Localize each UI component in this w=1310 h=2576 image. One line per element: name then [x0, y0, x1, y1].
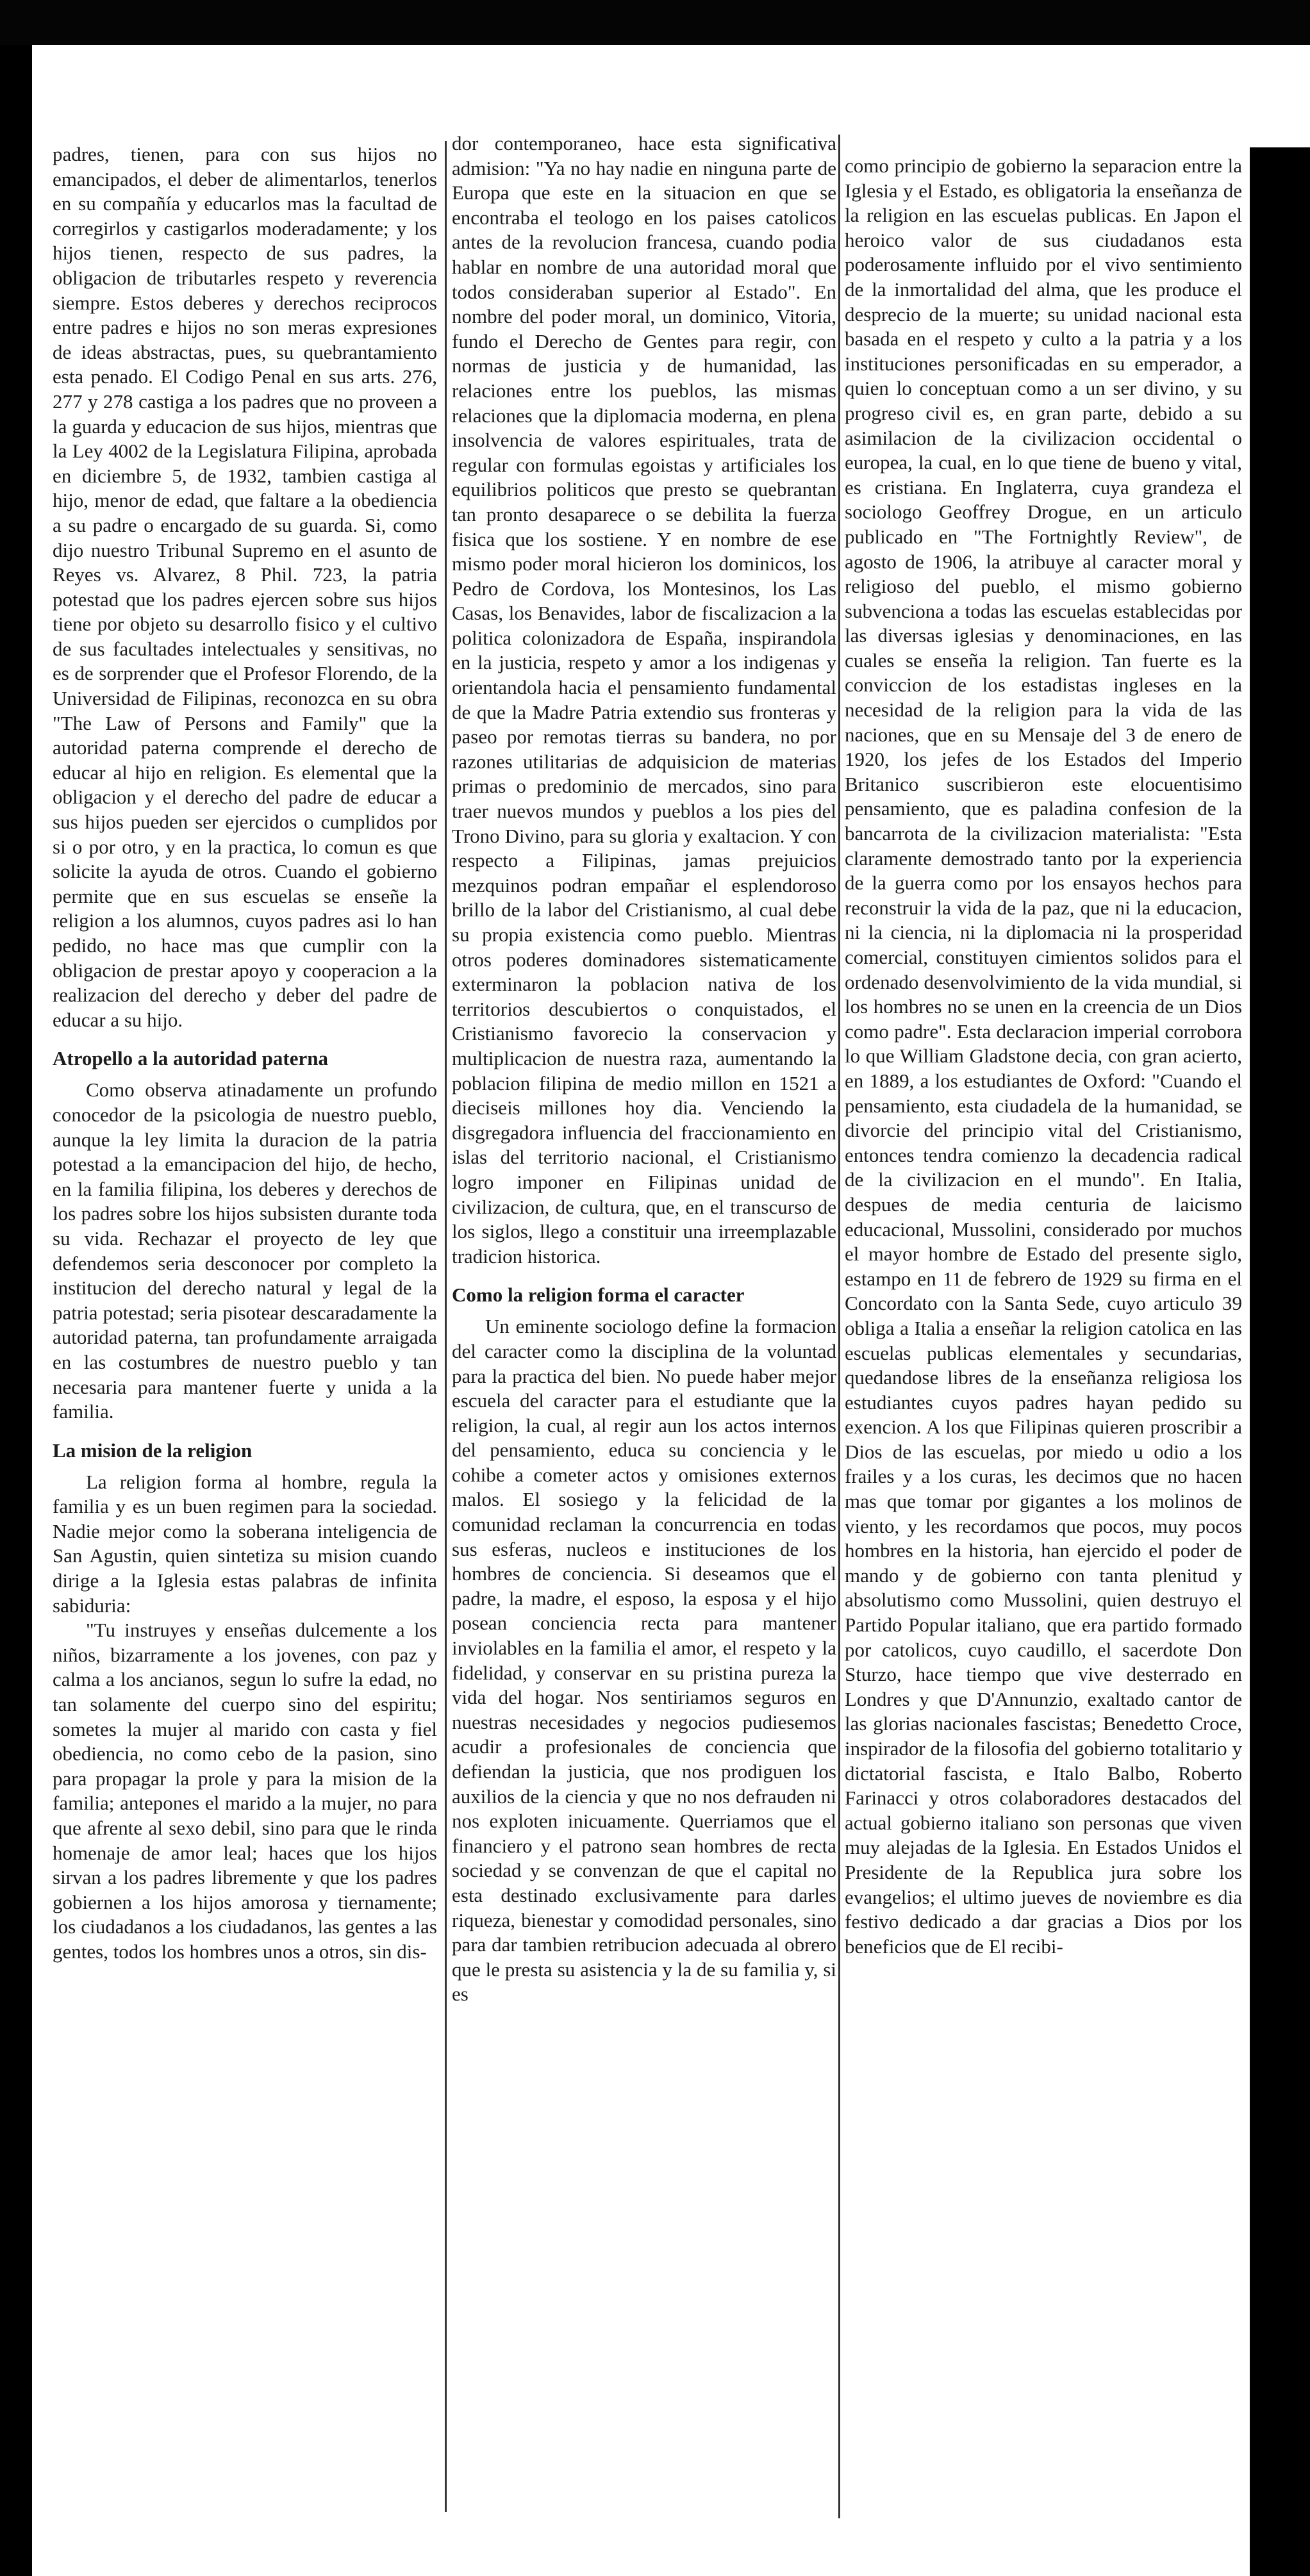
- article-column-3: [845, 154, 1242, 2518]
- column-divider-2: [838, 135, 840, 2518]
- column1-paragraph-4: "Tu instruyes y enseñas dulcemente a los niños, bizarramente a los jovenes, con paz y calma a los ancianos, segun lo sufre la edad, no tan solamente del cuerpo sino del espiritu; sometes la mujer al marido con casta y fiel obediencia, no como cebo de la pasion, sino para propagar la prole y para la mision de la familia; antepones el marido a la mujer, no para que afrente al sexo debil, sino para que le rinda homenaje de amor leal; haces que los hijos sirvan a los padres libremente y que los padres gobiernen a los hijos amorosa y tiernamente; los ciudadanos a los ciudadanos, las gentes a las gentes, todos los hombres unos a otros, sin dis-: [53, 1619, 437, 1963]
- column2-heading-caracter: Como la religion forma el caracter: [452, 1284, 745, 1307]
- scan-right-border: [1250, 147, 1310, 2576]
- column3-paragraph-1: como principio de gobierno la separacion entre la Iglesia y el Estado, es obligatoria la enseñanza de la religion en las escuelas publicas. En Japon el heroico valor de sus ciudadanos esta poderosamente influido por el vivo sentimiento de la inmortalidad del alma, que les produce el desprecio de la muerte; su unidad nacional esta basada en el respeto y culto a la patria y a los instituciones personificadas en su emperador, a quien lo conceptuan como a un ser divino, y su progreso civil es, en gran parte, debido a su asimilacion de la civilizacion occidental o europea, la cual, en lo que tiene de bueno y vital, es cristiana. En Inglaterra, cuya grandeza el sociologo Geoffrey Drogue, en un articulo publicado en "The Fortnightly Review", de agosto de 1906, la atribuye al caracter moral y religioso del pueblo, el mismo gobierno subvenciona a todas las escuelas establecidas por las diversas iglesias y denominaciones, en las cuales se enseña la religion. Tan fuerte es la conviccion de los estadistas ingleses en la necesidad de la religion para la vida de las naciones, que en su Mensaje del 3 de enero de 1920, los jefes de los Estados del Imperio Britanico suscribieron este elocuentisimo pensamiento, que es paladina confesion de la bancarrota de la civilizacion materialista: "Esta claramente demostrado tanto por la experiencia de la guerra como por los ensayos hechos para reconstruir la vida de la paz, que ni la educacion, ni la ciencia, ni la diplomacia ni la prosperidad comercial, constituyen cimientos solidos para el ordenado desenvolvimiento de la vida mundial, si los hombres no se unen en la creencia de un Dios como padre". Esta declaracion imperial corrobora lo que William Gladstone decia, con gran acierto, en 1889, a los estudiantes de Oxford: "Cuando el pensamiento, esta ciudadela de la humanidad, se divorcie del principio vital del Cristianismo, entonces tendra comienzo la decadencia radical de la civilizacion en el mundo". En Italia, despues de media centuria de laicismo educacional, Mussolini, considerado por muchos el mayor hombre de Estado del presente siglo, estampo en 11 de febrero de 1929 su firma en el Concordato con la Santa Sede, cuyo articulo 39 obliga a Italia a enseñar la religion catolica en las escuelas publicas elementales y secundarias, quedandose libres de la enseñanza religiosa los estudiantes cuyos padres hayan pedido su exencion. A los que Filipinas quieren proscribir a Dios de las escuelas, por miedo u odio a los frailes y a los curas, les decimos que no hacen mas que tomar por gigantes a los molinos de viento, y les recordamos que pocos, muy pocos hombres en la historia, han ejercido el poder de mando y de gobierno con tanta plenitud y absolutismo como Mussolini, quien destruyo el Partido Popular italiano, que era partido formado por catolicos, cuyo caudillo, el sacerdote Don Sturzo, hace tiempo que vive desterrado en Londres y que D'Annunzio, exaltado cantor de las glorias nacionales fascistas; Benedetto Croce, inspirador de la filosofia del gobierno totalitario y dictatorial fascista, e Italo Balbo, Roberto Farinacci y otros colaboradores destacados del actual gobierno italiano son personas que viven muy alejadas de la Iglesia. En Estados Unidos el Presidente de la Republica jura sobre los evangelios; el ultimo jueves de noviembre es dia festivo dedicado a dar gracias a Dios por los beneficios que de El recibi-: [845, 154, 1242, 1958]
- article-column-2: [452, 131, 836, 2518]
- article-column-1: [53, 142, 437, 2520]
- column-divider-1: [445, 141, 447, 2512]
- column1-paragraph-1: padres, tienen, para con sus hijos no emancipados, el deber de alimentarlos, tenerlos en su compañía y educarlos mas la facultad de corregirlos y castigarlos moderadamente; y los hijos tienen, respecto de sus padres, la obligacion de tributarles respeto y reverencia siempre. Estos deberes y derechos reciprocos entre padres e hijos no son meras expresiones de ideas abstractas, pues, su quebrantamiento esta penado. El Codigo Penal en sus arts. 276, 277 y 278 castiga a los padres que no proveen a la guarda y educacion de sus hijos, mientras que la Ley 4002 de la Legislatura Filipina, aprobada en diciembre 5, de 1932, tambien castiga al hijo, menor de edad, que faltare a la obediencia a su padre o encargado de su guarda. Si, como dijo nuestro Tribunal Supremo en el asunto de Reyes vs. Alvarez, 8 Phil. 723, la patria potestad que los padres ejercen sobre sus hijos tiene por objeto su desarrollo fisico y el cultivo de sus facultades intelectuales y sensitivas, no es de sorprender que el Profesor Florendo, de la Universidad de Filipinas, reconozca en su obra "The Law of Persons and Family" que la autoridad paterna comprende el derecho de educar al hijo en religion. Es elemental que la obligacion y el derecho del padre de educar a sus hijos pueden ser ejercidos o cumplidos por si o por otro, y en la practica, lo comun es que solicite la ayuda de otros. Cuando el gobierno permite que en sus escuelas se enseñe la religion a los alumnos, cuyos padres asi lo han pedido, no hace mas que cumplir con la obligacion de prestar apoyo y cooperacion a la realizacion del derecho y deber del padre de educar a su hijo.: [53, 143, 437, 1031]
- scan-left-border: [0, 45, 32, 2576]
- column1-paragraph-3: La religion forma al hombre, regula la familia y es un buen regimen para la sociedad. Nadie mejor como la soberana inteligencia de San Agustin, quien sintetiza su mision cuando dirige a la Iglesia estas palabras de infinita sabiduria:: [53, 1470, 437, 1617]
- column1-paragraph-2: Como observa atinadamente un profundo conocedor de la psicologia de nuestro pueblo, aunque la ley limita la duracion de la patria potestad a la emancipacion del hijo, de hecho, en la familia filipina, los deberes y derechos de los padres sobre los hijos subsisten durante toda su vida. Rechazar el proyecto de ley que defendemos seria desconocer por completo la institucion del derecho natural y legal de la patria potestad; seria pisotear descaradamente la autoridad paterna, tan profundamente arraigada en las costumbres de nuestro pueblo y tan necesaria para mantener fuerte y unida a la familia.: [53, 1078, 437, 1423]
- scan-top-border: [0, 0, 1310, 45]
- column2-paragraph-1: dor contemporaneo, hace esta significativa admision: "Ya no hay nadie en ninguna parte de Europa que este en la situacion en que se encontraba el teologo en los paises catolicos antes de la revolucion francesa, cuando podia hablar en nombre de una autoridad moral que todos consideraban superior al Estado". En nombre del poder moral, un dominico, Vitoria, fundo el Derecho de Gentes para regir, con normas de justicia y de humanidad, las relaciones entre los pueblos, las mismas relaciones que la diplomacia moderna, en plena insolvencia de valores espirituales, trata de regular con formulas egoistas y artificiales los equilibrios politicos que presto se quebrantan tan pronto desaparece o se debilita la fuerza fisica que los sostiene. Y en nombre de ese mismo poder moral hicieron los dominicos, los Pedro de Cordova, los Montesinos, los Las Casas, los Benavides, labor de fiscalizacion a la politica colonizadora de España, inspirandola en la justicia, respeto y amor a los indigenas y orientandola hacia el pensamiento fundamental de que la Madre Patria extendio sus fronteras y paseo por remotas tierras su bandera, no por razones utilitarias de adquisicion de materias primas o predominio de mercados, sino para traer nuevos mundos y pueblos a los pies del Trono Divino, para su gloria y exaltacion. Y con respecto a Filipinas, jamas prejuicios mezquinos podran empañar el esplendoroso brillo de la labor del Cristianismo, al cual debe su propia existencia como pueblo. Mientras otros poderes dominadores sistematicamente exterminaron la poblacion nativa de los territorios descubiertos o conquistados, el Cristianismo favorecio la conservacion y multiplicacion de nuestra raza, aumentando la poblacion filipina de medio millon en 1521 a dieciseis millones hoy dia. Venciendo la disgregadora influencia del fraccionamiento en islas del territorio nacional, el Cristianismo logro imponer en Filipinas unidad de civilizacion, de cultura, que, en el transcurso de los siglos, llego a constituir una irreemplazable tradicion historica.: [452, 132, 836, 1267]
- column2-paragraph-2: Un eminente sociologo define la formacion del caracter como la disciplina de la voluntad para la practica del bien. No puede haber mejor escuela del caracter para el estudiante que la religion, la cual, al regir aun los actos internos del pensamiento, educa su conciencia y le cohibe a cometer actos y omisiones externos malos. El sosiego y la felicidad de la comunidad reclaman la concurrencia en todas sus esferas, nucleos e instituciones de los hombres de conciencia. Si deseamos que el padre, la madre, el esposo, la esposa y el hijo posean conciencia recta para mantener inviolables en la familia el amor, el respeto y la fidelidad, y conservar en su pristina pureza la vida del hogar. Nos sentiriamos seguros en nuestras necesidades y negocios pudiesemos acudir a profesionales de conciencia que defiendan la justicia, que nos prodiguen los auxilios de la ciencia y que no nos defrauden ni nos exploten inicuamente. Querriamos que el financiero y el patrono sean hombres de recta sociedad y se convenzan de que el capital no esta destinado exclusivamente para darles riqueza, bienestar y comodidad personales, sino para dar tambien retribucion adecuada al obrero que le presta su asistencia y la de su familia y, si es: [452, 1315, 836, 2006]
- column1-heading-atropello: Atropello a la autoridad paterna: [53, 1047, 328, 1070]
- column1-heading-mision: La mision de la religion: [53, 1439, 253, 1462]
